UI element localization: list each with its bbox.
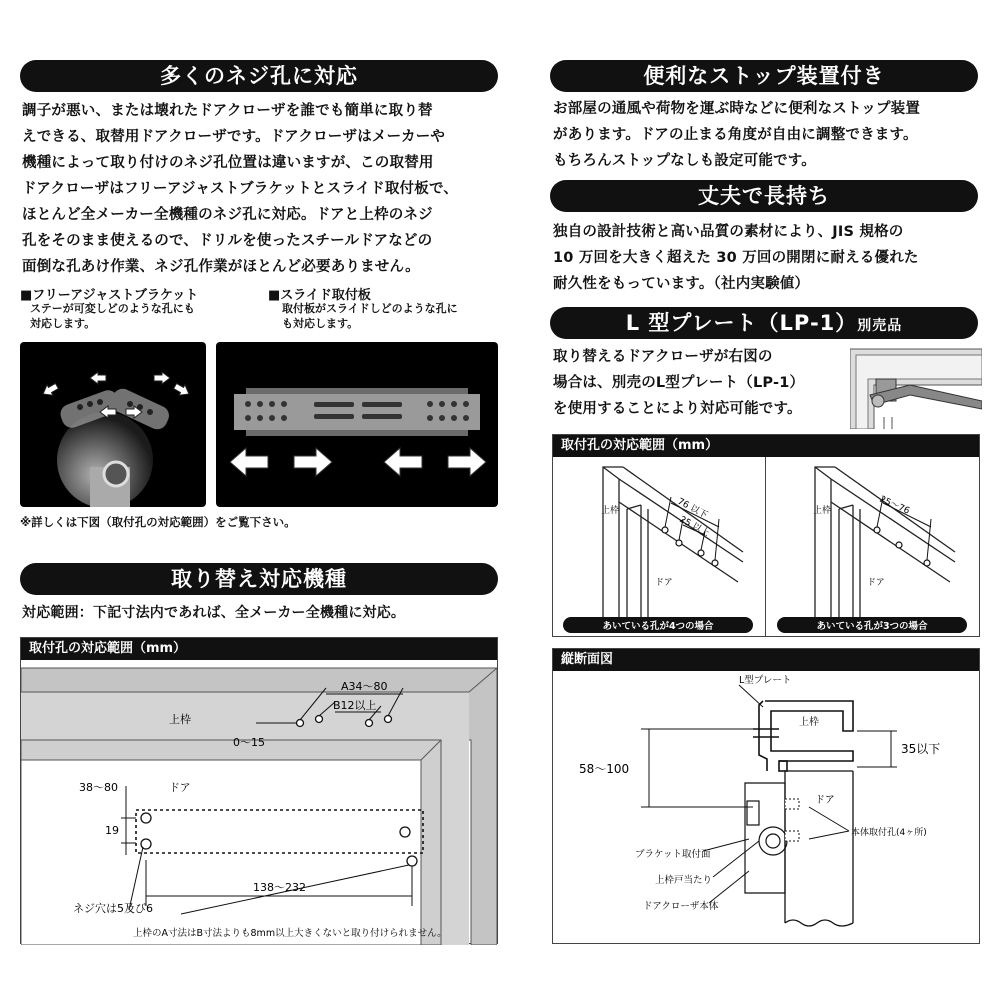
body-line: 場合は、別売のL型プレート（LP-1） (553, 375, 805, 391)
mounting-hole-range-panel (20, 637, 498, 944)
body-line: お部屋の通風や荷物を運ぶ時などに便利なストップ装置 (553, 101, 921, 117)
screw-note: ネジ穴は5及び6 (73, 902, 153, 915)
panel-header: 取付孔の対応範囲（mm） (553, 435, 979, 457)
panel-footnote: 上枠のA寸法はB寸法よりも8mm以上大きくないと取り付けられません。 (133, 928, 447, 939)
l-plate-title: L 型プレート（LP-1） (625, 311, 858, 335)
vertical-section-panel (552, 648, 980, 944)
label-closer-body: ドアクローザ本体 (643, 901, 719, 912)
desc-line: も対応します。 (282, 317, 359, 330)
feature-free-adjust-desc (30, 301, 195, 331)
body-line: 取り替えるドアクローザが右図の (553, 349, 773, 365)
body-line: ほとんど全メーカー全機種のネジ孔に対応。ドアと上枠のネジ (22, 207, 433, 223)
panel-header: 取付孔の対応範囲（mm） (21, 638, 497, 660)
photo-note: ※詳しくは下図（取付孔の対応範囲）をご覧下さい。 (20, 515, 296, 529)
body-line: があります。ドアの止まる角度が自由に調整できます。 (553, 127, 918, 143)
body-line: を使用することにより対応可能です。 (553, 401, 802, 417)
left-door-label: ドア (655, 578, 673, 588)
compatible-range-text: 対応範囲：下記寸法内であれば、全メーカー全機種に対応。 (22, 605, 406, 621)
left-dim-76: 76 以下 (675, 496, 709, 521)
label-body-holes: 本体取付孔(4ヶ所) (851, 828, 927, 838)
panel-header: 縦断面図 (553, 649, 979, 671)
section-title-l-plate (550, 307, 978, 339)
feature-slide-plate-title: ■スライド取付板 (268, 288, 371, 303)
dim-35: 35以下 (901, 742, 941, 756)
body-line: ドアクローザはフリーアジャストブラケットとスライド取付板で、 (22, 181, 459, 197)
body-line: 調子が悪い、または壊れたドアクローザを誰でも簡単に取り替 (22, 103, 433, 119)
dim-138-232: 138～232 (253, 881, 306, 894)
right-frame-label: 上枠 (813, 506, 832, 516)
label-l-plate: L型プレート (739, 675, 792, 686)
body-line: えできる、取替用ドアクローザです。ドアクローザはメーカーや (22, 129, 446, 145)
left-dim-25: 25 以上 (677, 514, 711, 539)
body-line: 耐久性をもっています。（社内実験値） (553, 276, 810, 292)
desc-line: 取付板がスライドしどのような孔に (282, 302, 458, 315)
l-plate-hole-range-panel (552, 434, 980, 637)
body-line: 10 万回を大きく超えた 30 万回の開閉に耐える優れた (553, 250, 919, 266)
body-line: もちろんストップなしも設定可能です。 (553, 153, 817, 169)
section-title-durable: 丈夫で長持ち (550, 180, 978, 212)
body-line: 孔をそのまま使えるので、ドリルを使ったスチールドアなどの (22, 233, 433, 249)
label-frame-stop: 上枠戸当たり (655, 875, 713, 886)
caption-four-holes: あいている孔が4つの場合 (602, 621, 714, 632)
dim-38-80: 38～80 (79, 781, 118, 794)
body-line: 独自の設計技術と高い品質の素材により、JIS 規格の (553, 224, 904, 240)
screw-holes-body (22, 98, 502, 280)
stop-device-body (553, 96, 983, 174)
l-plate-illustration (850, 345, 982, 429)
right-door-label: ドア (867, 578, 885, 588)
section-title-stop-device: 便利なストップ装置付き (550, 60, 978, 92)
left-frame-label: 上枠 (601, 506, 620, 516)
l-plate-body (553, 344, 853, 422)
body-line: 機種によって取り付けのネジ孔位置は違いますが、この取替用 (22, 155, 434, 171)
label-frame: 上枠 (169, 713, 191, 726)
l-plate-sold-separately: 別売品 (857, 318, 903, 334)
bracket-photo (20, 342, 206, 507)
section-title-compatible-models: 取り替え対応機種 (20, 563, 498, 595)
label-section-door: ドア (815, 795, 835, 806)
dim-a: A34～80 (341, 680, 388, 693)
label-section-frame: 上枠 (799, 717, 819, 728)
feature-slide-plate-desc (282, 301, 458, 331)
feature-free-adjust-title: ■フリーアジャストブラケット (20, 288, 199, 303)
label-door: ドア (169, 781, 191, 794)
dim-0-15: 0～15 (233, 736, 265, 749)
caption-three-holes: あいている孔が3つの場合 (816, 621, 928, 632)
slide-plate-photo (216, 342, 498, 507)
desc-line: 対応します。 (30, 317, 96, 330)
section-title-screw-holes: 多くのネジ孔に対応 (20, 60, 498, 92)
right-dim-25-76: 25～76 (877, 494, 911, 517)
desc-line: ステーが可変しどのような孔にも (30, 302, 195, 315)
dim-19: 19 (105, 824, 119, 837)
body-line: 面倒な孔あけ作業、ネジ孔作業がほとんど必要ありません。 (22, 259, 420, 275)
label-bracket-face: ブラケット取付面 (635, 849, 711, 860)
dim-b: B12以上 (333, 699, 377, 712)
dim-58-100: 58～100 (579, 762, 630, 776)
durable-body (553, 219, 983, 297)
